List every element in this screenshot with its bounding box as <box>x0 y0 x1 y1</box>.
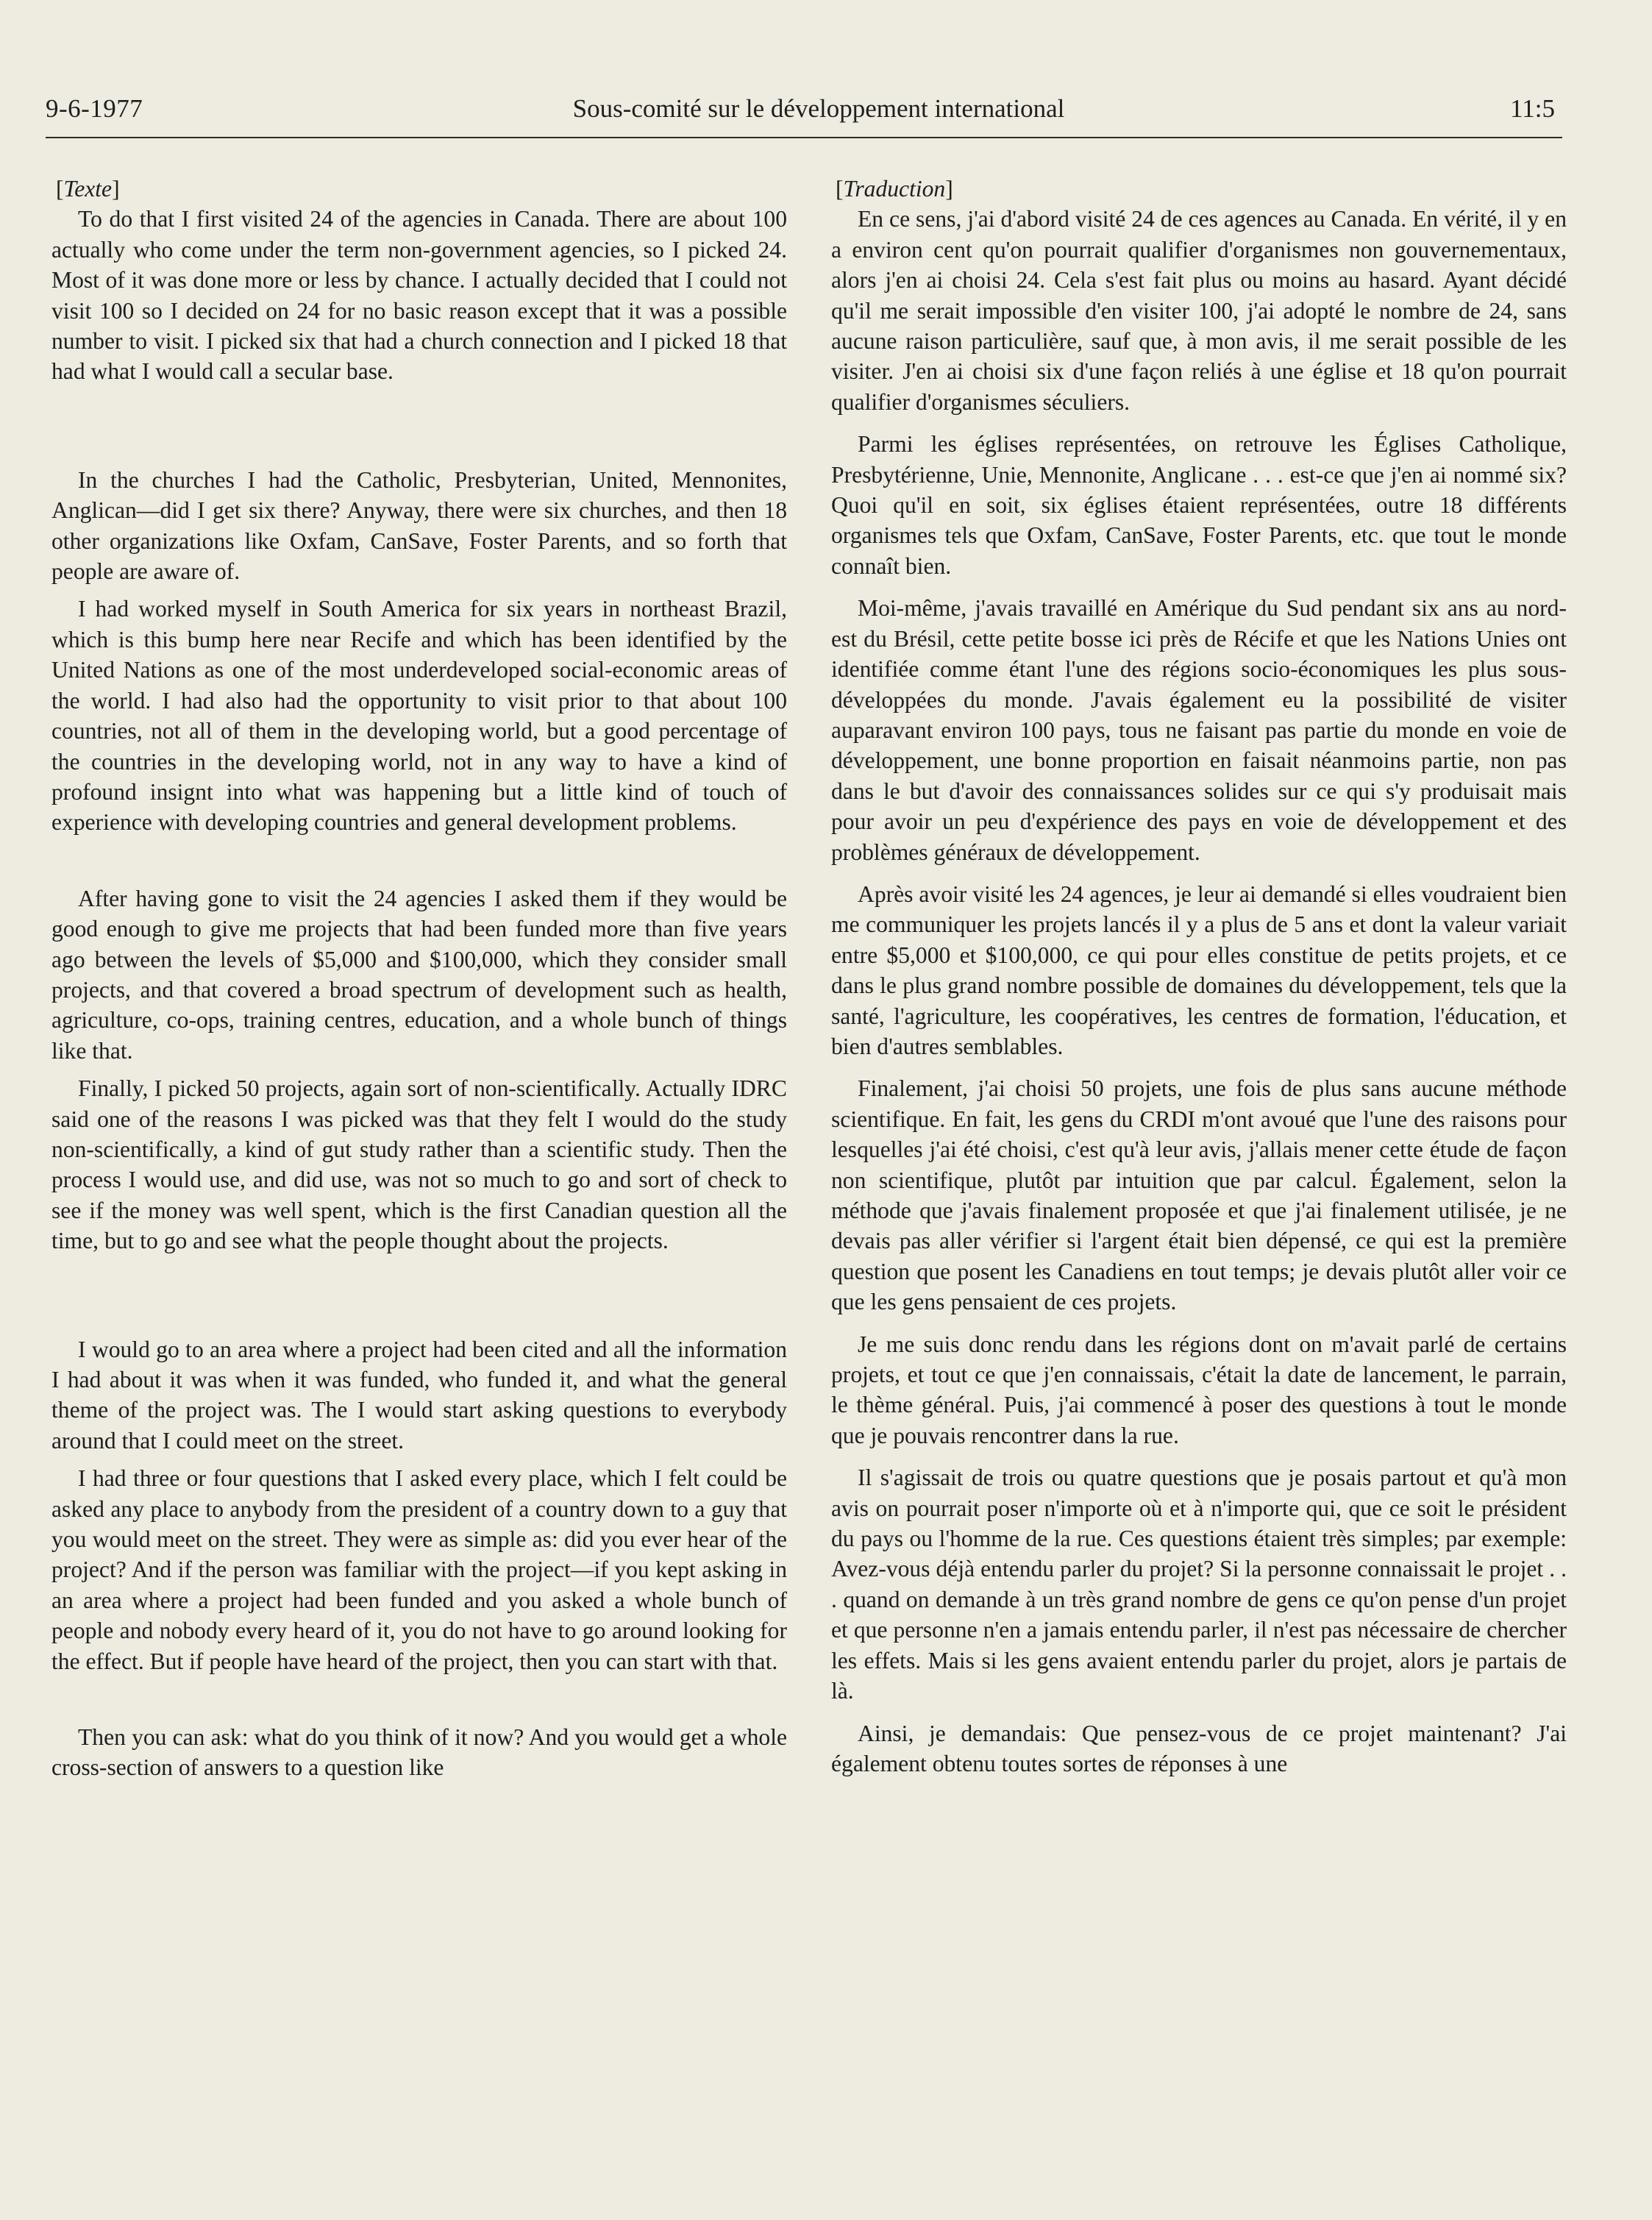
paragraph: Après avoir visité les 24 agences, je leur ai demandé si elles voudraient bien me communiquer les projets lancés il y a plus de 5 ans et dont la valeur variait entre $5,000 et $100,000, ce qui pour elles constitue de petits projets, et ce dans le plus grand nombre possible de domaines du développement, tels que la santé, l'agriculture, les coopératives, les centres de formation, l'éducation, et bien d'autres semblables. <box>831 880 1567 1059</box>
header-date: 9-6-1977 <box>46 94 143 123</box>
paragraph: I would go to an area where a project had been cited and all the information I had about it was when it was funded, who funded it, and what the general theme of the project was. The I would start asking questions to everybody around that I could meet on the street. <box>51 1336 787 1454</box>
header-title: Sous-comité sur le développement international <box>572 94 1065 123</box>
paragraph: Finalement, j'ai choisi 50 projets, une fois de plus sans aucune méthode scientifique. En fait, les gens du CRDI m'ont avoué que l'une des raisons pour lesquelles j'ai été choisi, c'est qu'à leur avis, j'allais mener cette étude de façon non scientifique, plutôt par intuition que par calcul. Également, selon la méthode que j'avais finalement proposée et que j'ai finalement utilisée, je ne devais pas aller vérifier si l'argent était bien dépensé, ce qui est la première question que posent les Canadiens en tout temps; je devais plutôt aller voir ce que les gens pensaient de ces projets. <box>831 1075 1567 1315</box>
paragraph: Je me suis donc rendu dans les régions dont on m'avait parlé de certains projets, et tout ce que j'en connaissais, c'était la date de lancement, le parrain, le thème général. Puis, j'ai commencé à poser des questions à tout le monde que je pouvais rencontrer dans la rue. <box>831 1331 1567 1448</box>
french-column <box>831 174 1567 1779</box>
paragraph: En ce sens, j'ai d'abord visité 24 de ces agences au Canada. En vérité, il y en a environ cent qu'on pourrait qualifier d'organismes non gouvernementaux, alors j'en ai choisi 24. Cela s'est fait plus ou moins au hasard. Ayant décidé qu'il me serait impossible d'en visiter 100, j'ai adopté le nombre de 24, sans aucune raison particulière, sauf que, à mon avis, il me serait possible de les visiter. J'en ai choisi six d'une façon reliés à une église et 18 qu'on pourrait qualifier d'organismes séculiers. <box>831 206 1567 415</box>
paragraph: In the churches I had the Catholic, Presbyterian, United, Mennonites, Anglican—did I get six there? Anyway, there were six churches, and then 18 other organizations like Oxfam, CanSave, Foster Parents, and so forth that people are aware of. <box>51 466 787 585</box>
column-label: [Texte] <box>56 176 120 202</box>
paragraph: To do that I first visited 24 of the agencies in Canada. There are about 100 actually who come under the term non-government agencies, so I picked 24. Most of it was done more or less by chance. I actually decided that I could not visit 100 so I decided on 24 for no basic reason except that it was a possible number to visit. I picked six that had a church connection and I picked 18 that had what I would call a secular base. <box>51 206 787 385</box>
paragraph: Finally, I picked 50 projects, again sort of non-scientifically. Actually IDRC said one of the reasons I was picked was that they felt I would do the study non-scientifically, a kind of gut study rather than a scientific study. Then the process I would use, and did use, was not so much to go and sort of check to see if the money was well spent, which is the first Canadian question all the time, but to go and see what the people thought about the projects. <box>51 1075 787 1254</box>
paragraph: I had worked myself in South America for six years in northeast Brazil, which is this bump here near Recife and which has been identified by the United Nations as one of the most underdeveloped social-economic areas of the world. I had also had the opportunity to visit prior to that about 100 countries, not all of them in the developing world, but a good percentage of the countries in the developing world, not in any way to have a kind of profound insignt into what was happening but a little kind of touch of experience with developing countries and general development problems. <box>51 596 787 836</box>
page-header <box>46 90 1562 138</box>
column-label: [Traduction] <box>836 176 953 202</box>
paragraph: Then you can ask: what do you think of it now? And you would get a whole cross-section of answers to a question like <box>51 1724 787 1781</box>
paragraph: Ainsi, je demandais: Que pensez-vous de ce projet maintenant? J'ai également obtenu toutes sortes de réponses à une <box>831 1720 1567 1776</box>
paragraph: Il s'agissait de trois ou quatre questions que je posais partout et qu'à mon avis on pourrait poser n'importe où et à n'importe qui, que ce soit le président du pays ou l'homme de la rue. Ces questions étaient très simples; par exemple: Avez-vous déjà entendu parler du projet? Si la personne connaissait le projet . . . quand on demande à un très grand nombre de gens ce qu'on pense d'un projet et que personne n'en a jamais entendu parler, il n'est pas nécessaire de chercher les effets. Mais si les gens avaient entendu parler du projet, alors je partais de là. <box>831 1465 1567 1704</box>
paragraph: After having gone to visit the 24 agencies I asked them if they would be good enough to give me projects that had been funded more than five years ago between the levels of $5,000 and $100,000, which they consider small projects, and that covered a broad spectrum of development such as health, agriculture, co-ops, training centres, education, and a whole bunch of things like that. <box>51 885 787 1064</box>
english-column <box>51 174 787 1783</box>
header-page-number: 11:5 <box>1510 94 1555 123</box>
paragraph: Moi-même, j'avais travaillé en Amérique du Sud pendant six ans au nord-est du Brésil, cette petite bosse ici près de Récife et que les Nations Unies ont identifiée comme étant l'une des régions socio-économiques les plus sous-développées du monde. J'avais également eu la possibilité de visiter auparavant environ 100 pays, tous ne faisant pas partie du monde en voie de développement, une bonne proportion en faisait néanmoins partie, non pas dans le but d'avoir des connaissances solides sur ce qui s'y produisait mais pour avoir un peu d'expérience des pays en voie de développement et des problèmes généraux de développement. <box>831 595 1567 865</box>
paragraph: Parmi les églises représentées, on retrouve les Églises Catholique, Presbytérienne, Unie, Mennonite, Anglicane . . . est-ce que j'en ai nommé six? Quoi qu'il en soit, six églises étaient représentées, outre 18 différents organismes tels que Oxfam, CanSave, Foster Parents, etc. que tout le monde connaît bien. <box>831 431 1567 579</box>
paragraph: I had three or four questions that I asked every place, which I felt could be asked any place to anybody from the president of a country down to a guy that you would meet on the street. They were as simple as: did you ever hear of the project? And if the person was familiar with the project—if you kept asking in an area where a project had been funded and you asked a whole bunch of people and nobody every heard of it, you do not have to go around looking for the effect. But if people have heard of the project, then you can start with that. <box>51 1465 787 1674</box>
